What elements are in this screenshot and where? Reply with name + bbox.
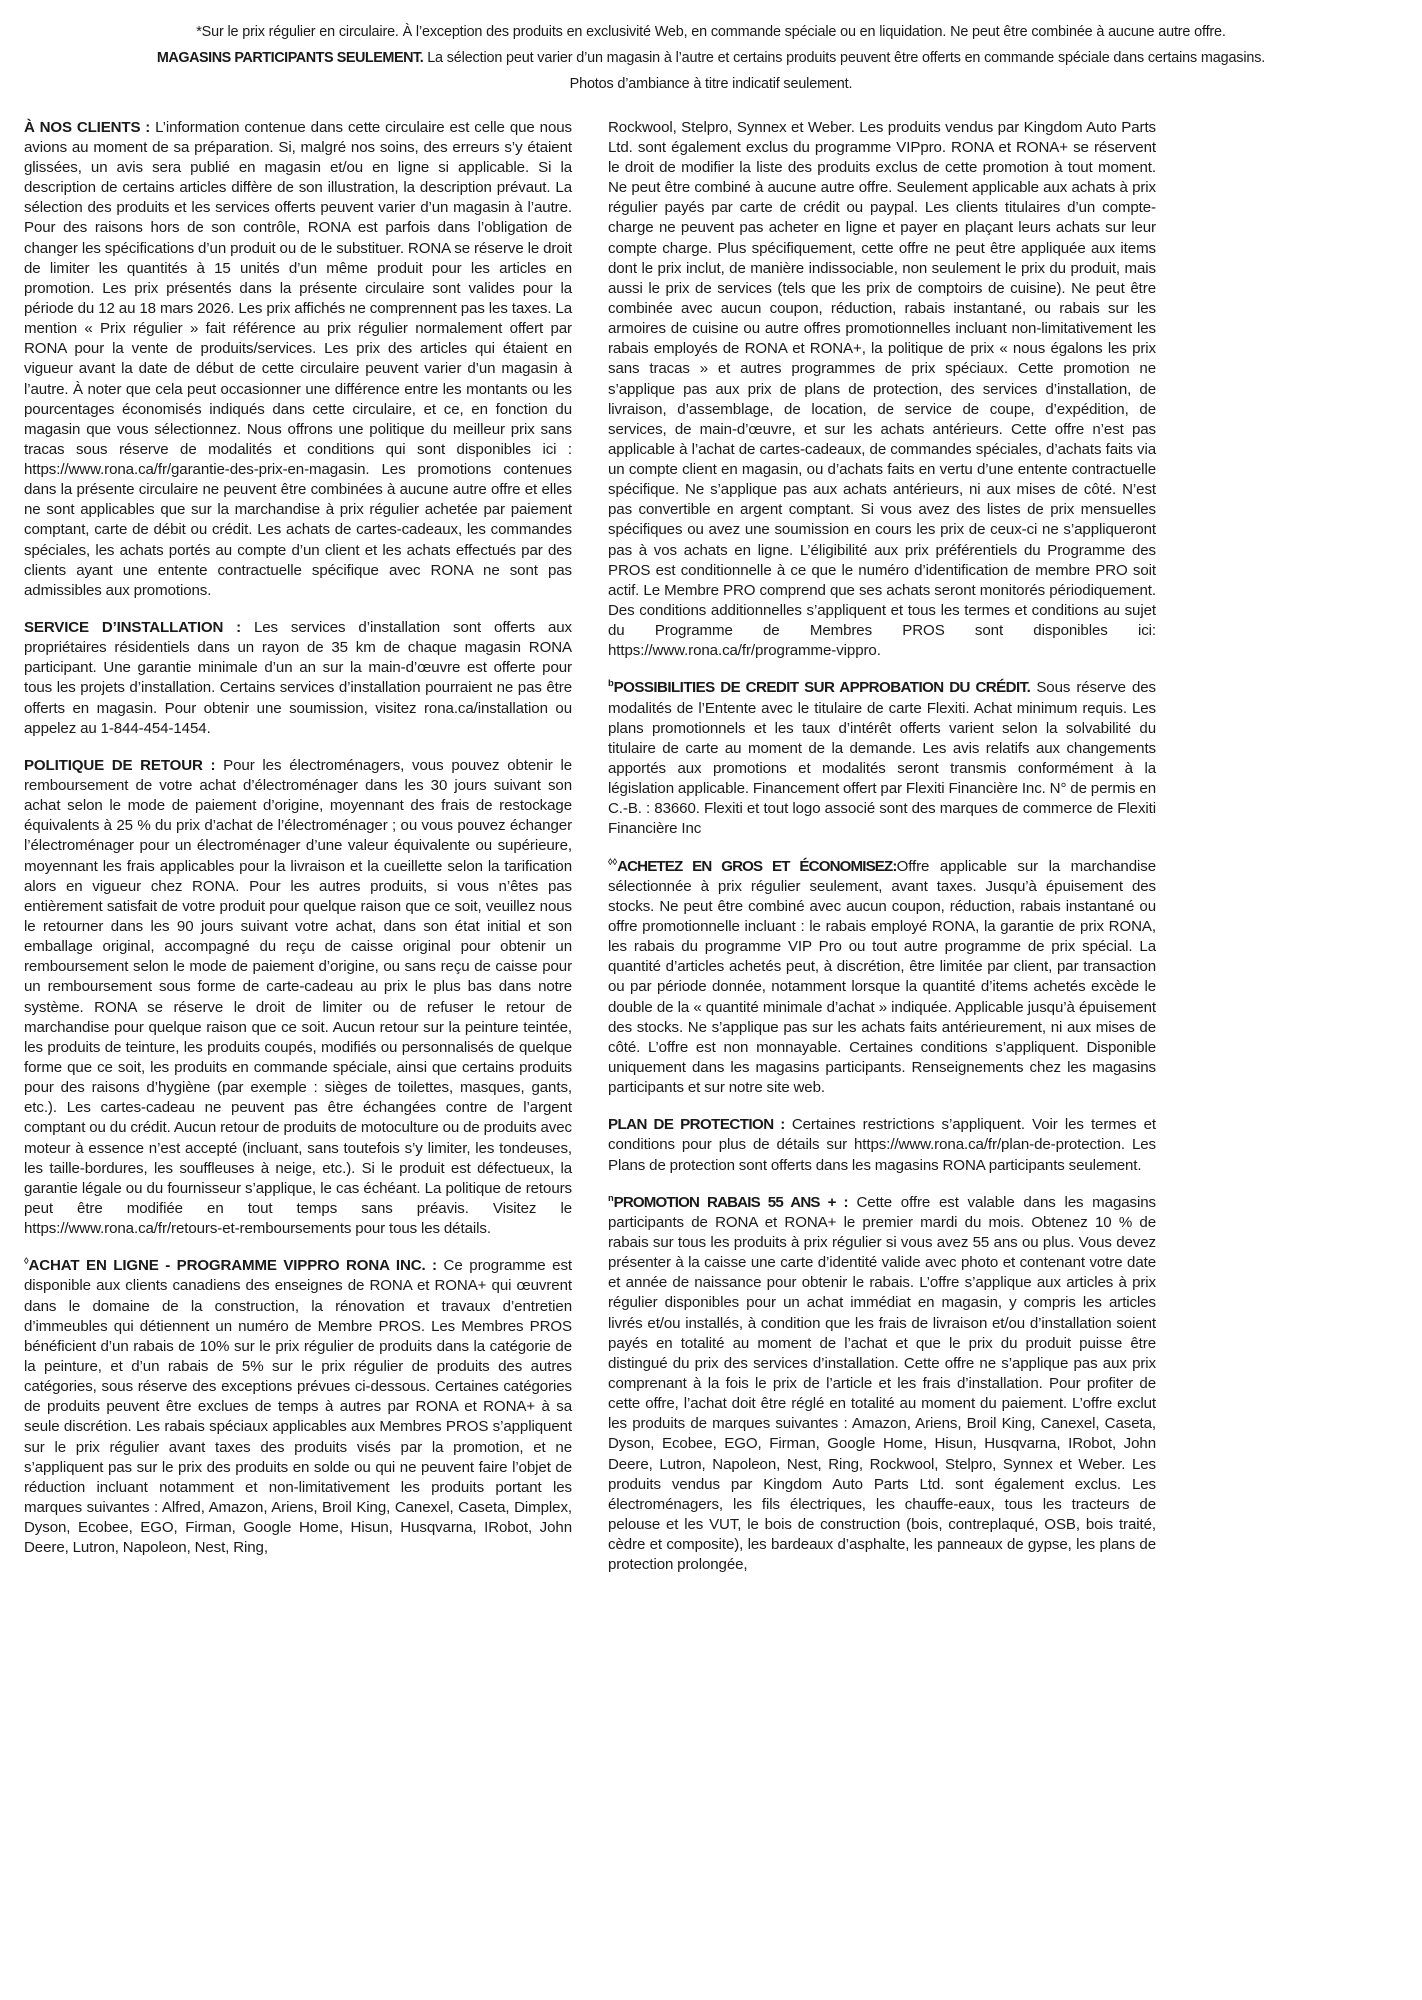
section-body: Certaines restrictions s’appliquent. Voir les termes et conditions pour plus de détails sur https://www.rona.ca/fr/plan-de-protection. Les Plans de protection sont offerts dans les magasins RONA participants seulement. bbox=[608, 1116, 1156, 1174]
footnote-marker-diamond: ◊ bbox=[24, 1256, 29, 1267]
section-politique-retour bbox=[24, 756, 572, 1239]
section-possibilites-credit bbox=[608, 678, 1156, 839]
participating-stores-label: MAGASINS PARTICIPANTS SEULEMENT. bbox=[156, 49, 424, 66]
section-heading: SERVICE D’INSTALLATION : bbox=[24, 619, 242, 637]
disclaimer-line-3: Photos d’ambiance à titre indicatif seulement. bbox=[569, 75, 853, 92]
section-heading: ACHETEZ EN GROS ET ÉCONOMISEZ: bbox=[617, 857, 897, 875]
section-vippro-continued: Rockwool, Stelpro, Synnex et Weber. Les produits vendus par Kingdom Auto Parts Ltd. sont également exclus du programme VIPpro. RONA et RONA+ se réservent le droit de modifier la liste des produits exclus de cette promotion à tout moment. Ne peut être combiné à aucune autre offre. Seulement applicable aux achats à prix régulier payés par carte de crédit ou paypal. Les clients titulaires d’un compte-charge ne peuvent pas acheter en ligne et payer en plaçant leurs achats sur leur compte charge. Plus spécifiquement, cette offre ne peut être appliquée aux items dont le prix inclut, de manière indissociable, non seulement le prix du produit, mais aussi le prix de services (tels que les prix de comptoirs de cuisine). Ne peut être combinée avec aucun coupon, réduction, rabais instantané, ou rabais sur les armoires de cuisine ou autre offres promotionnelles incluant non-limitativement les rabais employés de RONA et RONA+, la politique de prix « nous égalons les prix sans tracas » et autres programmes de prix spéciaux. Cette promotion ne s’applique pas aux prix de plans de protection, des services d’installation, de livraison, d’assemblage, de location, de service de coupe, d’expédition, de services, de main-d’œuvre, et sur les achats antérieurs. Cette offre n’est pas applicable à l’achat de cartes-cadeaux, de commandes spéciales, d’achats faits via un compte client en magasin, ou d’achats faits en vertu d’une entente contractuelle spécifique. Ne s’applique pas aux achats antérieurs, ni aux mises de côté. N’est pas convertible en argent comptant. Si vous avez des listes de prix mensuelles spécifiques ou avez une soumission en cours les prix de ceux-ci ne s’appliqueront pas à vos achats en ligne. L’éligibilité aux prix préférentiels du Programme des PROS est conditionnelle à ce que le numéro d’identification de membre PRO soit actif. Le Membre PRO comprend que ses achats seront monitorés périodiquement. Des conditions additionnelles s’appliquent et tous les termes et conditions au sujet du Programme de Membres PROS sont disponibles ici: https://www.rona.ca/fr/programme-vippro. bbox=[608, 118, 1156, 660]
disclaimer-block bbox=[35, 18, 1387, 96]
section-body: Sous réserve des modalités de l’Entente avec le titulaire de carte Flexiti. Achat minimum requis. Les plans promotionnels et les taux d’intérêt offerts varient selon la solvabilité du titulaire de carte au moment de la demande. Les avis relatifs aux changements apportés aux promotions et modalités seront transmis conformément à la législation applicable. Financement offert par Flexiti Financière Inc. N° de permis en C.-B. : 83660. Flexiti et tout logo associé sont des marques de commerce de Flexiti Financière Inc bbox=[608, 679, 1156, 838]
section-promotion-rabais-55-ans bbox=[608, 1193, 1156, 1576]
section-heading: À NOS CLIENTS : bbox=[24, 118, 151, 136]
section-achat-en-ligne-vippro bbox=[24, 1256, 572, 1558]
right-column bbox=[608, 118, 1156, 1576]
section-achetez-en-gros bbox=[608, 857, 1156, 1099]
left-column bbox=[24, 118, 572, 1559]
section-body: L’information contenue dans cette circulaire est celle que nous avions au moment de sa préparation. Si, malgré nos soins, des erreurs s’y étaient glissées, un avis sera publié en magasin et/ou en ligne si applicable. Si la description de certains articles diffère de son illustration, la description prévaut. La sélection des produits et les services offerts peuvent varier d’un magasin à l’autre. Pour des raisons hors de son contrôle, RONA est parfois dans l’obligation de changer les spécifications d’un produit ou de le substituer. RONA se réserve le droit de limiter les quantités à 15 unités d’un même produit pour les articles en promotion. Les prix présentés dans la présente circulaire sont valides pour la période du 12 au 18 mars 2026. Les prix affichés ne comprennent pas les taxes. La mention « Prix régulier » fait référence au prix régulier normalement offert par RONA pour la vente de produits/services. Les prix des articles qui étaient en vigueur avant la date de début de cette circulaire peuvent varier d’un magasin à l’autre. À noter que cela peut occasionner une différence entre les montants ou les pourcentages économisés indiqués dans cette circulaire, et ce, en fonction du magasin que vous sélectionnez. Nous offrons une politique du meilleur prix sans tracas sous réserve de modalités et conditions qui sont disponibles ici : https://www.rona.ca/fr/garantie-des-prix-en-magasin. Les promotions contenues dans la présente circulaire ne peuvent être combinées à aucune autre offre et elles ne sont applicables que sur la marchandise à prix régulier achetée par paiement comptant, carte de débit ou crédit. Les achats de cartes-cadeaux, les commandes spéciales, les achats portés au compte d’un client et les achats effectués par des clients ayant une entente contractuelle spécifique avec RONA ne sont pas admissibles aux promotions. bbox=[24, 118, 573, 599]
section-body: Les services d’installation sont offerts aux propriétaires résidentiels dans un rayon de 35 km de chaque magasin RONA participant. Une garantie minimale d’un an sur la main-d’œuvre est offerte pour tous les projets d’installation. Certains services d’installation pourraient ne pas être offerts en magasin. Pour obtenir une soumission, visitez rona.ca/installation ou appelez au 1-844-454-1454. bbox=[24, 619, 572, 737]
section-body: Cette offre est valable dans les magasins participants de RONA et RONA+ le premier mardi du mois. Obtenez 10 % de rabais sur tous les produits à prix régulier si vous avez 55 ans ou plus. Vous devez présenter à la caisse une carte d’identité valide avec photo et contenant votre date et année de naissance pour obtenir le rabais. L’offre s’applique aux articles à prix régulier disponibles pour un achat immédiat en magasin, y compris les articles livrés et/ou installés, à condition que les frais de livraison et/ou d’installation soient payés en totalité au moment de l’achat et que le prix du produit puisse être distingué du prix des services d’installation. Cette offre ne s’applique pas aux prix comprenant à la fois le prix de l’article et les frais d’installation. Pour profiter de cette offre, l’achat doit être réglé en totalité au moment du paiement. L’offre exclut les produits de marques suivantes : Amazon, Ariens, Broil King, Canexel, Caseta, Dyson, Ecobee, EGO, Firman, Google Home, Hisun, Husqvarna, IRobot, John Deere, Lutron, Napoleon, Nest, Ring, Rockwool, Stelpro, Synnex et Weber. Les produits vendus par Kingdom Auto Parts Ltd. sont également exclus. Les électroménagers, les fils électriques, les chauffe-eaux, tous les tracteurs de pelouse et les VUT, le bois de construction (bois, contreplaqué, OSB, bois traité, cèdre et composite), les bardeaux d’asphalte, les panneaux de gypse, les plans de protection prolongée, bbox=[608, 1193, 1156, 1574]
section-heading: POSSIBILITIES DE CREDIT SUR APPROBATION DU CRÉDIT. bbox=[613, 679, 1031, 697]
participating-stores-text: La sélection peut varier d’un magasin à l’autre et certains produits peuvent être offerts en commande spéciale dans certains magasins. bbox=[423, 49, 1266, 66]
section-heading: PLAN DE PROTECTION : bbox=[608, 1116, 785, 1134]
section-service-installation bbox=[24, 618, 572, 739]
section-heading: ACHAT EN LIGNE - PROGRAMME VIPPRO RONA INC. : bbox=[28, 1257, 437, 1275]
footnote-marker-double-diamond: ◊◊ bbox=[608, 856, 618, 867]
section-a-nos-clients bbox=[24, 118, 572, 601]
disclaimer-line-1: *Sur le prix régulier en circulaire. À l’exception des produits en exclusivité Web, en commande spéciale ou en liquidation. Ne peut être combinée à aucune autre offre. bbox=[196, 24, 1226, 40]
body-columns bbox=[24, 118, 1398, 1576]
footnote-marker-b: b bbox=[608, 678, 614, 689]
section-body: Ce programme est disponible aux clients canadiens des enseignes de RONA et RONA+ qui œuvrent dans le domaine de la construction, la rénovation et travaux d’entretien d’immeubles qui détiennent un numéro de Membre PROS. Les Membres PROS bénéficient d’un rabais de 10% sur le prix régulier de produits dans la catégorie de la peinture, et d’un rabais de 5% sur le prix régulier de produits des autres catégories, sous réserve des exceptions prévues ci-dessous. Certaines catégories de produits peuvent être exclues de temps à autres par RONA et RONA+ à sa seule discrétion. Les rabais spéciaux applicables aux Membres PROS s’appliquent sur le prix régulier avant taxes des produits visés par la promotion, et ne s’appliquent pas sur le prix des produits en solde ou qui ne peuvent faire l’objet de réduction incluant notamment et non-limitativement les produits portant les marques suivantes : Alfred, Amazon, Ariens, Broil King, Canexel, Caseta, Dimplex, Dyson, Ecobee, EGO, Firman, Google Home, Hisun, Husqvarna, IRobot, John Deere, Lutron, Napoleon, Nest, Ring, bbox=[24, 1257, 572, 1557]
footnote-marker-n: n bbox=[608, 1192, 614, 1203]
section-body: Offre applicable sur la marchandise sélectionnée à prix régulier seulement, avant taxes. Jusqu’à épuisement des stocks. Ne peut être combiné avec aucun coupon, réduction, rabais instantané ou offre promotionnelle incluant : le rabais employé RONA, la garantie de prix RONA, les rabais du programme VIP Pro ou tout autre programme de prix spécial. La quantité d’articles achetés peut, à discrétion, être limitée par client, par transaction ou par période donnée, notamment lorsque la quantité d’items achetés excède le double de la « quantité minimale d’achat » indiquée. Applicable jusqu’à épuisement des stocks. Ne s’applique pas sur les achats faits antérieurement, ni aux mises de côté. L’offre est non monnayable. Certaines conditions s’appliquent. Disponible uniquement dans les magasins participants. Renseignements chez les magasins participants et sur notre site web. bbox=[608, 857, 1156, 1097]
disclaimer-line-2 bbox=[35, 48, 1387, 70]
section-heading: PROMOTION RABAIS 55 ANS + : bbox=[613, 1193, 848, 1211]
section-heading: POLITIQUE DE RETOUR : bbox=[24, 756, 216, 774]
section-body: Pour les électroménagers, vous pouvez obtenir le remboursement de votre achat d’électroménager dans les 30 jours suivant son achat selon le mode de paiement d’origine, moyennant des frais de restockage équivalents à 25 % du prix d’achat de l’électroménager ; ou vous pouvez échanger l’électroménager pour un électroménager d’une valeur équivalente ou supérieure, moyennant les frais applicables pour la livraison et la cueillette selon la tarification alors en vigueur chez RONA. Pour les autres produits, si vous n’êtes pas entièrement satisfait de votre produit pour quelque raison que ce soit, veuillez nous le retourner dans les 90 jours suivant votre achat, dans son état initial et son emballage original, accompagné du reçu de caisse original pour obtenir un remboursement selon le mode de paiement d’origine, ou sans reçu de caisse pour un remboursement sous forme de carte-cadeau au prix le plus bas dans notre système. RONA se réserve le droit de limiter ou de refuser le retour de marchandise pour quelque raison que ce soit. Aucun retour sur la peinture teintée, les produits de teinture, les produits coupés, modifiés ou personnalisés de quelque forme que ce soit, les produits en commande spéciale, ainsi que certains produits pour des raisons d’hygiène (par exemple : sièges de toilettes, masques, gants, etc.). Les cartes-cadeau ne peuvent pas être échangées contre de l’argent comptant ou du crédit. Aucun retour de produits de motoculture ou de produits avec moteur à essence n’est accepté (incluant, sans toutefois s’y limiter, les tondeuses, les taille-bordures, les souffleuses à neige, etc.). Si le produit est défectueux, la garantie légale ou du fournisseur s’applique, le cas échéant. La politique de retours peut être modifiée en tout temps sans préavis. Visitez le https://www.rona.ca/fr/retours-et-remboursements pour tous les détails. bbox=[24, 756, 572, 1238]
section-plan-protection bbox=[608, 1115, 1156, 1175]
